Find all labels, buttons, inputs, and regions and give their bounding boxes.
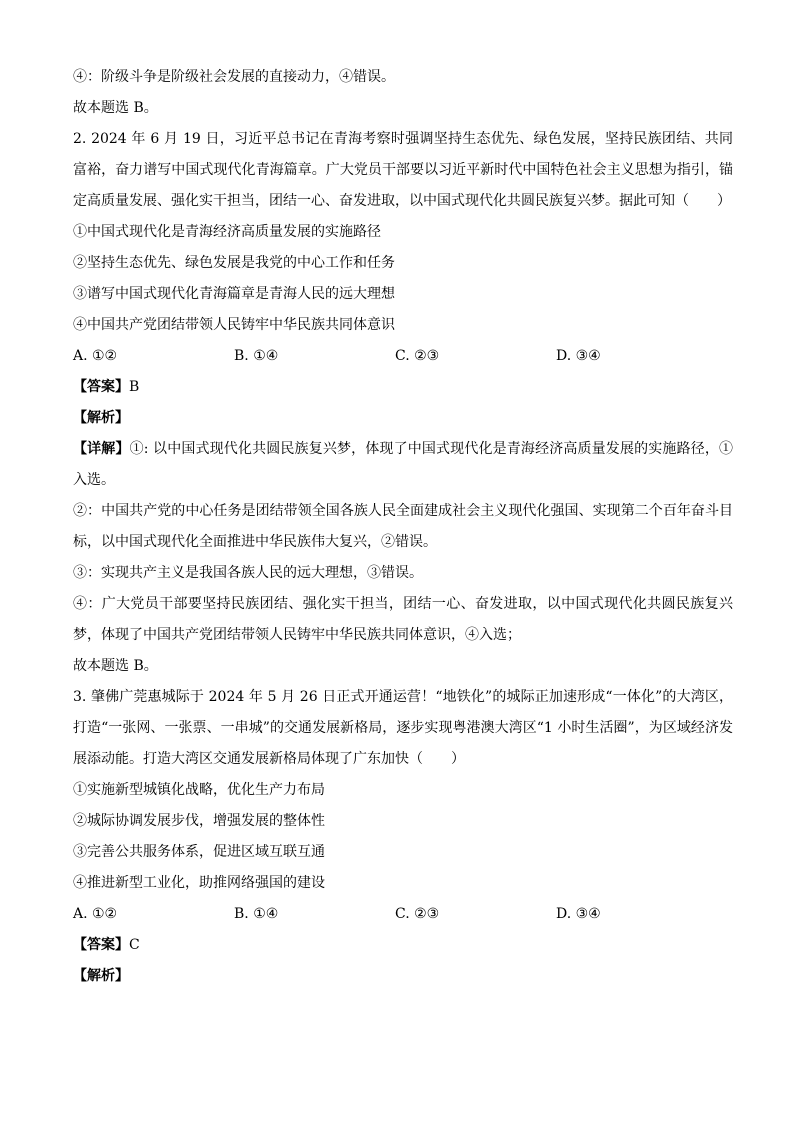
q2-answer-value: B	[129, 379, 140, 395]
q2-option-d: D. ③④	[556, 348, 601, 364]
q2-option-c: C. ②③	[395, 348, 440, 364]
q2-detail-1-text: ①: 以中国式现代化共圆民族复兴梦，体现了中国式现代化是青海经济高质量发展的实施路径，①入选。	[73, 441, 733, 488]
q3-answer-value: C	[129, 937, 140, 953]
q3-answer-label: 【答案】	[73, 937, 129, 953]
q2-detail-4: ④：广大党员干部要坚持民族团结、强化实干担当，团结一心、奋发进取，以中国式现代化共圆民族复兴梦，体现了中国共产党团结带领人民铸牢中华民族共同体意识，④入选；	[73, 596, 733, 643]
prev-conclusion: 故本题选 B。	[73, 100, 158, 116]
q3-item-3: ③完善公共服务体系，促进区域互联互通	[73, 844, 325, 860]
q3-option-b: B. ①④	[234, 906, 279, 922]
q3-item-1: ①实施新型城镇化战略，优化生产力布局	[73, 782, 325, 798]
q2-item-1: ①中国式现代化是青海经济高质量发展的实施路径	[73, 224, 381, 240]
q2-answer-label: 【答案】	[73, 379, 129, 395]
q3-stem: 3. 肇佛广莞惠城际于 2024 年 5 月 26 日正式开通运营！“地铁化”的城际正加速形成“一体化”的大湾区，打造“一张网、一张票、一串城”的交通发展新格局，逐步实现粤港澳大湾区“1 小时生活圈”，为区域经济发展添动能。打造大湾区交通发展新格局体现了广东加快（ ）	[73, 689, 733, 767]
q2-options	[73, 341, 733, 372]
q2-option-a: A. ①②	[73, 348, 118, 364]
q3-item-4: ④推进新型工业化，助推网络强国的建设	[73, 875, 325, 891]
prev-item-4-explanation: ④：阶级斗争是阶级社会发展的直接动力，④错误。	[73, 69, 395, 85]
q2-answer	[73, 372, 733, 403]
q3-answer	[73, 930, 733, 961]
q2-option-b: B. ①④	[234, 348, 279, 364]
q3-options	[73, 899, 733, 930]
q3-item-2: ②城际协调发展步伐，增强发展的整体性	[73, 813, 325, 829]
q3-option-c: C. ②③	[395, 906, 440, 922]
q2-detail-2: ②：中国共产党的中心任务是团结带领全国各族人民全面建成社会主义现代化强国、实现第二个百年奋斗目标，以中国式现代化全面推进中华民族伟大复兴，②错误。	[73, 503, 733, 550]
document-page	[73, 62, 733, 992]
q2-conclusion: 故本题选 B。	[73, 658, 158, 674]
q2-detail-label: 【详解】	[73, 441, 130, 457]
q3-option-a: A. ①②	[73, 906, 118, 922]
q2-stem: 2. 2024 年 6 月 19 日，习近平总书记在青海考察时强调坚持生态优先、绿色发展，坚持民族团结、共同富裕，奋力谱写中国式现代化青海篇章。广大党员干部要以习近平新时代中国特色社会主义思想为指引，锚定高质量发展、强化实干担当，团结一心、奋发进取，以中国式现代化共圆民族复兴梦。据此可知（ ）	[73, 131, 733, 209]
q3-option-d: D. ③④	[556, 906, 601, 922]
q2-detail-3: ③：实现共产主义是我国各族人民的远大理想，③错误。	[73, 565, 423, 581]
q3-analysis-label: 【解析】	[73, 968, 129, 984]
q2-item-4: ④中国共产党团结带领人民铸牢中华民族共同体意识	[73, 317, 395, 333]
q2-analysis-label: 【解析】	[73, 410, 129, 426]
q2-item-2: ②坚持生态优先、绿色发展是我党的中心工作和任务	[73, 255, 395, 271]
q2-item-3: ③谱写中国式现代化青海篇章是青海人民的远大理想	[73, 286, 395, 302]
q2-detail-1	[73, 434, 733, 496]
